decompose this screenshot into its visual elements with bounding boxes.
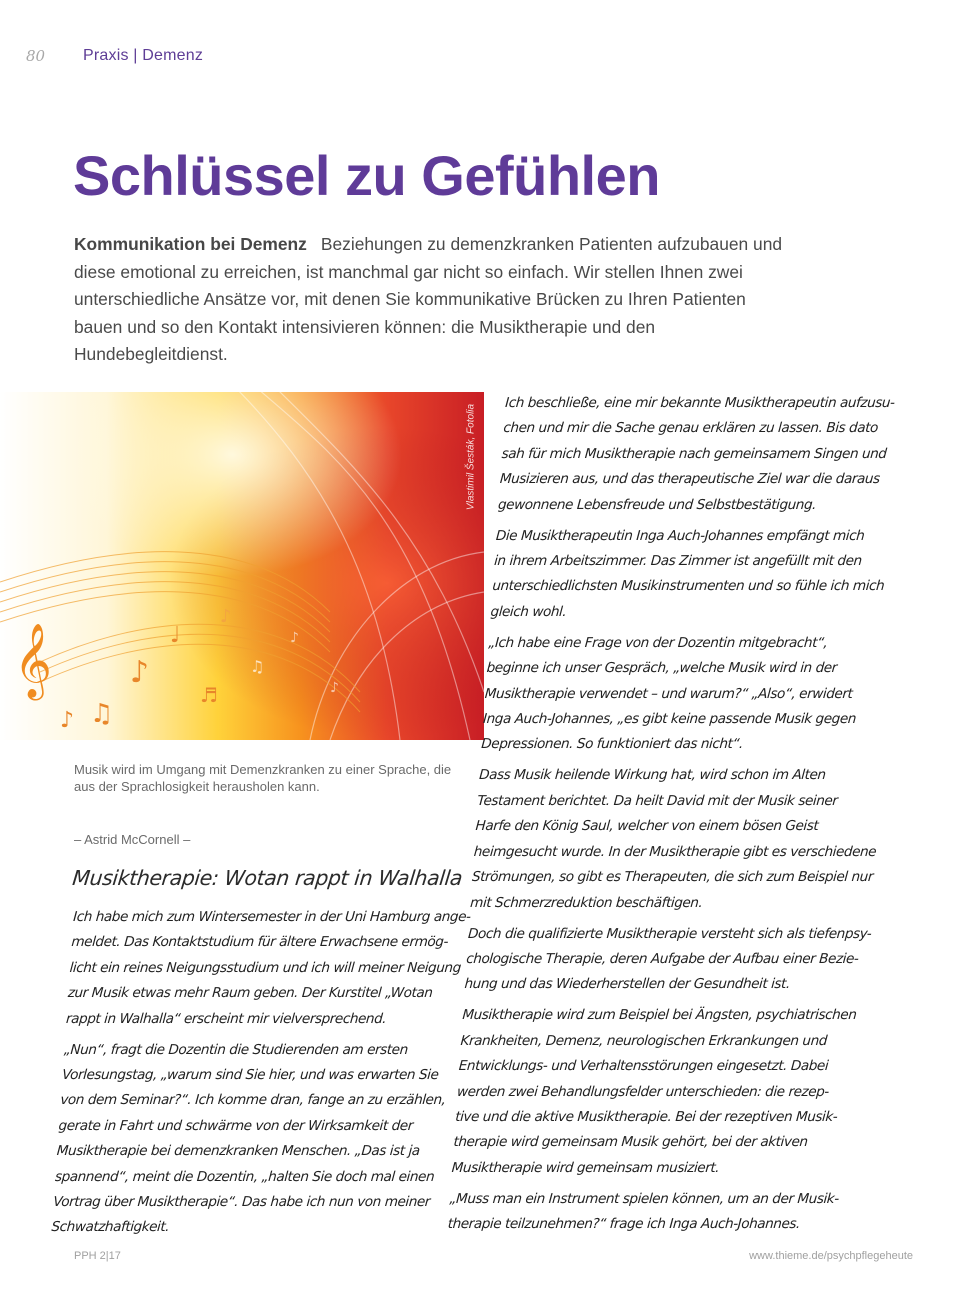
text-line: Testament berichtet. Da heilt David mit der Musik seiner bbox=[476, 792, 839, 809]
text-line: gewonnene Lebensfreude und Selbstbestätigung. bbox=[497, 496, 817, 513]
text-line: Musiktherapie verwendet – und warum?“ „Also“, erwidert bbox=[484, 685, 853, 702]
left-column bbox=[50, 905, 484, 1246]
author-line: – Astrid McCornell – bbox=[74, 832, 191, 847]
text-line: Strömungen, so gibt es Therapeuten, die sich zum Beispiel nur bbox=[471, 869, 874, 886]
text-line: „Muss man ein Instrument spielen können, um an der Musik- bbox=[448, 1190, 840, 1207]
text-line: mit Schmerzreduktion beschäftigen. bbox=[469, 894, 703, 911]
intro-lead: Kommunikation bei Demenz bbox=[74, 234, 307, 254]
paragraph bbox=[65, 905, 484, 1032]
svg-text:𝄞: 𝄞 bbox=[14, 624, 52, 698]
article-title: Schlüssel zu Gefühlen bbox=[73, 144, 660, 207]
paragraph bbox=[490, 524, 907, 626]
text-line: spannend“, meint die Dozentin, „halten Sie doch mal einen bbox=[54, 1168, 435, 1185]
text-line: Entwicklungs- und Verhaltensstörungen eingesetzt. Dabei bbox=[458, 1058, 829, 1075]
music-illustration bbox=[0, 392, 484, 740]
svg-text:♫: ♫ bbox=[250, 657, 265, 676]
text-line: Doch die qualifizierte Musiktherapie versteht sich als tiefenpsy- bbox=[467, 925, 872, 942]
page-header bbox=[26, 42, 203, 70]
page-footer bbox=[74, 1250, 913, 1268]
text-line: Depressionen. So funktioniert das nicht“. bbox=[480, 736, 744, 753]
text-line: rappt in Walhalla“ erscheint mir vielversprechend. bbox=[65, 1010, 387, 1027]
footer-issue: PPH 2|17 bbox=[74, 1250, 121, 1262]
paragraph bbox=[51, 1038, 475, 1241]
photo-credit-text: Vlastimil Šesták, Fotolia bbox=[465, 403, 477, 511]
text-line: zur Musik etwas mehr Raum geben. Der Kurstitel „Wotan bbox=[67, 985, 434, 1002]
paragraph bbox=[451, 1003, 873, 1181]
svg-text:♪: ♪ bbox=[330, 680, 339, 696]
text-line: „Nun“, fragt die Dozentin die Studierenden am ersten bbox=[63, 1041, 409, 1058]
intro-text: Beziehungen zu demenzkranken Patienten aufzubauen und diese emotional zu erreichen, ist manchmal gar nicht so einfach. Wir stellen Ihnen zwei unterschiedliche Ansätze vor, mit denen Sie kommunikative Brücken zu Ihren Patienten bauen und so den Kontakt intensivieren können: die Musiktherapie und den Hundebegleitdienst. bbox=[74, 234, 783, 365]
text-line: Vorlesungstag, „warum sind Sie hier, und was erwarten Sie bbox=[61, 1067, 439, 1084]
svg-text:♫: ♫ bbox=[90, 699, 114, 729]
footer-url[interactable]: www.thieme.de/psychpflegeheute bbox=[749, 1250, 913, 1262]
paragraph bbox=[497, 391, 916, 518]
svg-text:♬: ♬ bbox=[200, 683, 218, 707]
music-notes-image bbox=[0, 392, 484, 740]
text-line: hung und das Wiederherstellen der Gesundheit ist. bbox=[463, 976, 791, 993]
text-line: unterschiedlichsten Musikinstrumenten und so fühle ich mich bbox=[491, 578, 885, 595]
text-line: Vortrag über Musiktherapie“. Das habe ich nun von meiner bbox=[52, 1194, 431, 1211]
text-line: Die Musiktherapeutin Inga Auch-Johannes empfängt mich bbox=[495, 527, 865, 544]
paragraph bbox=[464, 922, 879, 998]
text-line: in ihrem Arbeitszimmer. Das Zimmer ist angefüllt mit den bbox=[493, 553, 863, 570]
right-column bbox=[446, 391, 916, 1243]
text-line: Ich habe mich zum Wintersemester in der Uni Hamburg ange- bbox=[72, 909, 472, 925]
text-line: beginne ich unser Gespräch, „welche Musik wird in der bbox=[486, 660, 838, 677]
paragraph bbox=[447, 1187, 861, 1238]
svg-text:♩: ♩ bbox=[170, 623, 181, 648]
text-line: chen und mir die Sache genau erklären zu lassen. Bis dato bbox=[502, 420, 879, 437]
text-line: Musiktherapie wird zum Beispiel bei Ängsten, psychiatrischen bbox=[461, 1007, 857, 1024]
text-line: gleich wohl. bbox=[489, 603, 567, 620]
paragraph bbox=[480, 631, 899, 758]
text-line: Ich beschließe, eine mir bekannte Musiktherapeutin aufzusu- bbox=[504, 395, 896, 411]
figure-caption: Musik wird im Umgang mit Demenzkranken zu einer Sprache, die aus der Sprachlosigkeit herausholen kann. bbox=[74, 762, 452, 794]
text-line: Musiktherapie bei demenzkranken Menschen. „Das ist ja bbox=[56, 1143, 421, 1160]
article-intro bbox=[74, 231, 794, 369]
photo-credit bbox=[462, 398, 480, 516]
text-line: werden zwei Behandlungsfelder unterschieden: die rezep- bbox=[456, 1083, 830, 1100]
text-line: Krankheiten, Demenz, neurologischen Erkrankungen und bbox=[460, 1032, 828, 1049]
text-line: Schwatzhaftigkeit. bbox=[50, 1219, 170, 1236]
svg-text:♪: ♪ bbox=[130, 655, 150, 690]
text-line: meldet. Das Kontaktstudium für ältere Erwachsene ermög- bbox=[70, 934, 449, 951]
section-label: Praxis | Demenz bbox=[83, 47, 204, 64]
text-line: heimgesucht wurde. In der Musiktherapie gibt es verschiedene bbox=[473, 843, 877, 860]
text-line: Musiktherapie wird gemeinsam musiziert. bbox=[451, 1159, 720, 1176]
paragraph bbox=[469, 763, 890, 915]
text-line: Inga Auch-Johannes, „es gibt keine passende Musik gegen bbox=[482, 711, 857, 728]
text-line: therapie teilzunehmen?“ frage ich Inga Auch-Johannes. bbox=[447, 1216, 801, 1233]
page-number: 80 bbox=[26, 47, 46, 65]
text-line: therapie wird gemeinsam Musik gehört, bei der aktiven bbox=[452, 1134, 809, 1151]
text-line: licht ein reines Neigungsstudium und ich will meiner Neigung bbox=[69, 959, 462, 976]
text-line: tive und die aktive Musiktherapie. Bei der rezeptiven Musik- bbox=[454, 1108, 838, 1125]
text-line: Musizieren aus, und das therapeutische Ziel war die daraus bbox=[499, 471, 881, 488]
text-line: von dem Seminar?“. Ich komme dran, fange an zu erzählen, bbox=[59, 1092, 447, 1109]
svg-text:♪: ♪ bbox=[60, 708, 75, 733]
text-line: chologische Therapie, deren Aufgabe der Aufbau einer Bezie- bbox=[465, 950, 859, 967]
section-subheading: Musiktherapie: Wotan rappt in Walhalla bbox=[71, 866, 464, 890]
text-line: „Ich habe eine Frage von der Dozentin mitgebracht“, bbox=[487, 634, 829, 651]
svg-text:♪: ♪ bbox=[290, 630, 299, 646]
text-line: Harfe den König Saul, welcher von einem bösen Geist bbox=[475, 818, 819, 835]
text-line: sah für mich Musiktherapie nach gemeinsamem Singen und bbox=[501, 445, 888, 462]
svg-text:♪: ♪ bbox=[220, 606, 232, 627]
text-line: gerate in Fahrt und schwärme von der Wirksamkeit der bbox=[57, 1117, 414, 1134]
text-line: Dass Musik heilende Wirkung hat, wird schon im Alten bbox=[478, 767, 827, 784]
